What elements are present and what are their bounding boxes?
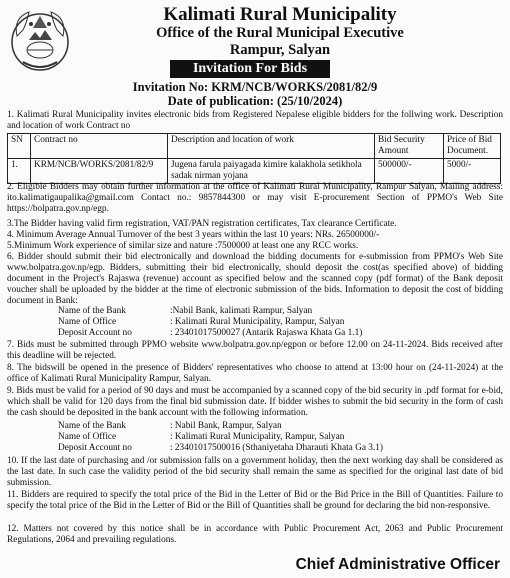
- cell-bid-security: 500000/-: [375, 159, 444, 184]
- col-contract-no: Contract no: [31, 134, 168, 159]
- paragraph-10: 10. If the last date of purchasing and /or submission falls on a government holiday, then the next working day shall be considered as the last date. In such case the validity period of the bid security shall remain the same as specified for the original last date of bid submission.: [7, 456, 503, 488]
- paragraph-3: 3.The Bidder having valid firm registration, VAT/PAN registration certificates, Tax clearance Certificate.: [7, 219, 397, 229]
- account-label: Deposit Account no: [58, 328, 132, 338]
- paragraph-6: 6. Bidder should submit their bid electronically and download the bidding documents for e-submission from PPMO's Web Site www.bolpatra.gov.np/egp. Bidders, submitting their bid electronically, should deposit the cost(as specified above) of bidding document in the Project's Rajaswa (revenue) account as specified below and the scanned copy (pdf format) of the Bank deposit voucher shall be uploaded by the bidder at the time of electronic submission of the bids. Information to deposit the cost of bidding document in Bank:: [7, 252, 503, 306]
- col-price: Price of Bid Document.: [444, 134, 501, 159]
- bank-info-1: [0, 306, 510, 339]
- bank-name-value: : Nabil Bank, Rampur, Salyan: [170, 421, 282, 431]
- office-name: Office of the Rural Municipal Executive: [156, 25, 404, 41]
- paragraph-7: 7. Bids must be submitted through PPMO website www.bolpatra.gov.np/egpon or before 12.00 on 24-11-2024. Bids received after this deadline will be rejected.: [7, 340, 503, 361]
- cell-price: 5000/-: [444, 159, 501, 184]
- bank-info-2: [0, 421, 510, 454]
- paragraph-5: 5.Minimum Work experience of similar size and nature :7500000 at least one any RCC works.: [7, 241, 359, 251]
- col-description: Description and location of work: [168, 134, 375, 159]
- paragraph-8: 8. The bidswill be opened in the presence of Bidders' representatives who choose to attend at 13:00 hour on (24-11-2024) at the office of Kalimati Rural Municipality Rampur, Salyan.: [7, 363, 503, 384]
- paragraph-9: 9. Bids must be valid for a period of 90 days and must be accompanied by a scanned copy of the bid security in .pdf format for e-bid, which shall be valid for 120 days from the final bid submission date. If bidder wishes to submit the bid security in the form of cash the cash should be deposited in the bank account with the following information.: [7, 386, 503, 418]
- paragraph-11: 11. Bidders are required to specify the total price of the Bid in the Letter of Bid or the Bid Price in the Bill of Quantities. Failure to specify the total price of the Bid in the Letter of Bid or the Bill of Quantities shall be ground for declaring the bid non-responsive.: [7, 490, 503, 511]
- government-emblem-icon: [9, 6, 71, 72]
- invitation-number: Invitation No: KRM/NCB/WORKS/2081/82/9: [132, 80, 378, 94]
- contract-table: [7, 133, 501, 184]
- page-title: Kalimati Rural Municipality: [163, 4, 397, 25]
- account-label: Deposit Account no: [58, 443, 132, 453]
- col-bid-security: Bid Security Amount: [375, 134, 444, 159]
- notice-banner: Invitation For Bids: [170, 60, 330, 78]
- office-name-label: Name of Office: [58, 317, 117, 327]
- col-sn: SN: [8, 134, 31, 159]
- office-name-value: : Kalimati Rural Municipality, Rampur, Salyan: [170, 317, 345, 327]
- account-value: : 23401017500027 (Antarik Rajaswa Khata Ga 1.1): [170, 328, 363, 338]
- publication-date: Date of publication: (25/10/2024): [167, 94, 343, 108]
- office-name-label: Name of Office: [58, 432, 117, 442]
- cell-description: Jugena farula paiyagada kimire kalakhola setikhola sadak nirman yojana: [168, 159, 375, 184]
- signature-title: Chief Administrative Officer: [295, 556, 500, 573]
- cell-contract-no: KRM/NCB/WORKS/2081/82/9: [31, 159, 168, 184]
- bank-name-label: Name of the Bank: [58, 421, 126, 431]
- table-row: [8, 159, 501, 184]
- account-value: : 23401017500016 (Sthaniyetaha Dharauti Khata Ga 3.1): [170, 443, 384, 453]
- paragraph-1: 1. Kalimati Rural Municipality invites electronic bids from Registered Nepalese eligible bidders for the follwing work. Description and location of work Contract no: [7, 110, 503, 131]
- table-header-row: [8, 134, 501, 159]
- paragraph-2: 2. Eligible Bidders may obtain further information at the office of Kalimati Rural Municipality, Rampur Salyan, Mailing address: ito.kalimatigaupalika@gmail.com Contact no.: 9857844300 or may visit E-procurement Section of PPMO's Web Site https://bolpatra.gov.np/egp.: [7, 182, 503, 214]
- paragraph-12: 12. Matters not covered by this notice shall be in accordance with Public Procurement Act, 2063 and Public Procurement Regulations, 2064 and prevailing regulations.: [7, 524, 503, 545]
- paragraph-4: 4. Minimum Average Annual Turnover of the best 3 years within the last 10 years: NRs. 26500000/-: [7, 230, 380, 240]
- bank-name-label: Name of the Bank: [58, 306, 126, 316]
- cell-sn: 1.: [8, 159, 31, 184]
- office-name-value: : Kalimati Rural Municipality, Rampur, Salyan: [170, 432, 345, 442]
- bank-name-value: :Nabil Bank, kalimati Rampur, Salyan: [170, 306, 313, 316]
- office-address: Rampur, Salyan: [229, 42, 331, 58]
